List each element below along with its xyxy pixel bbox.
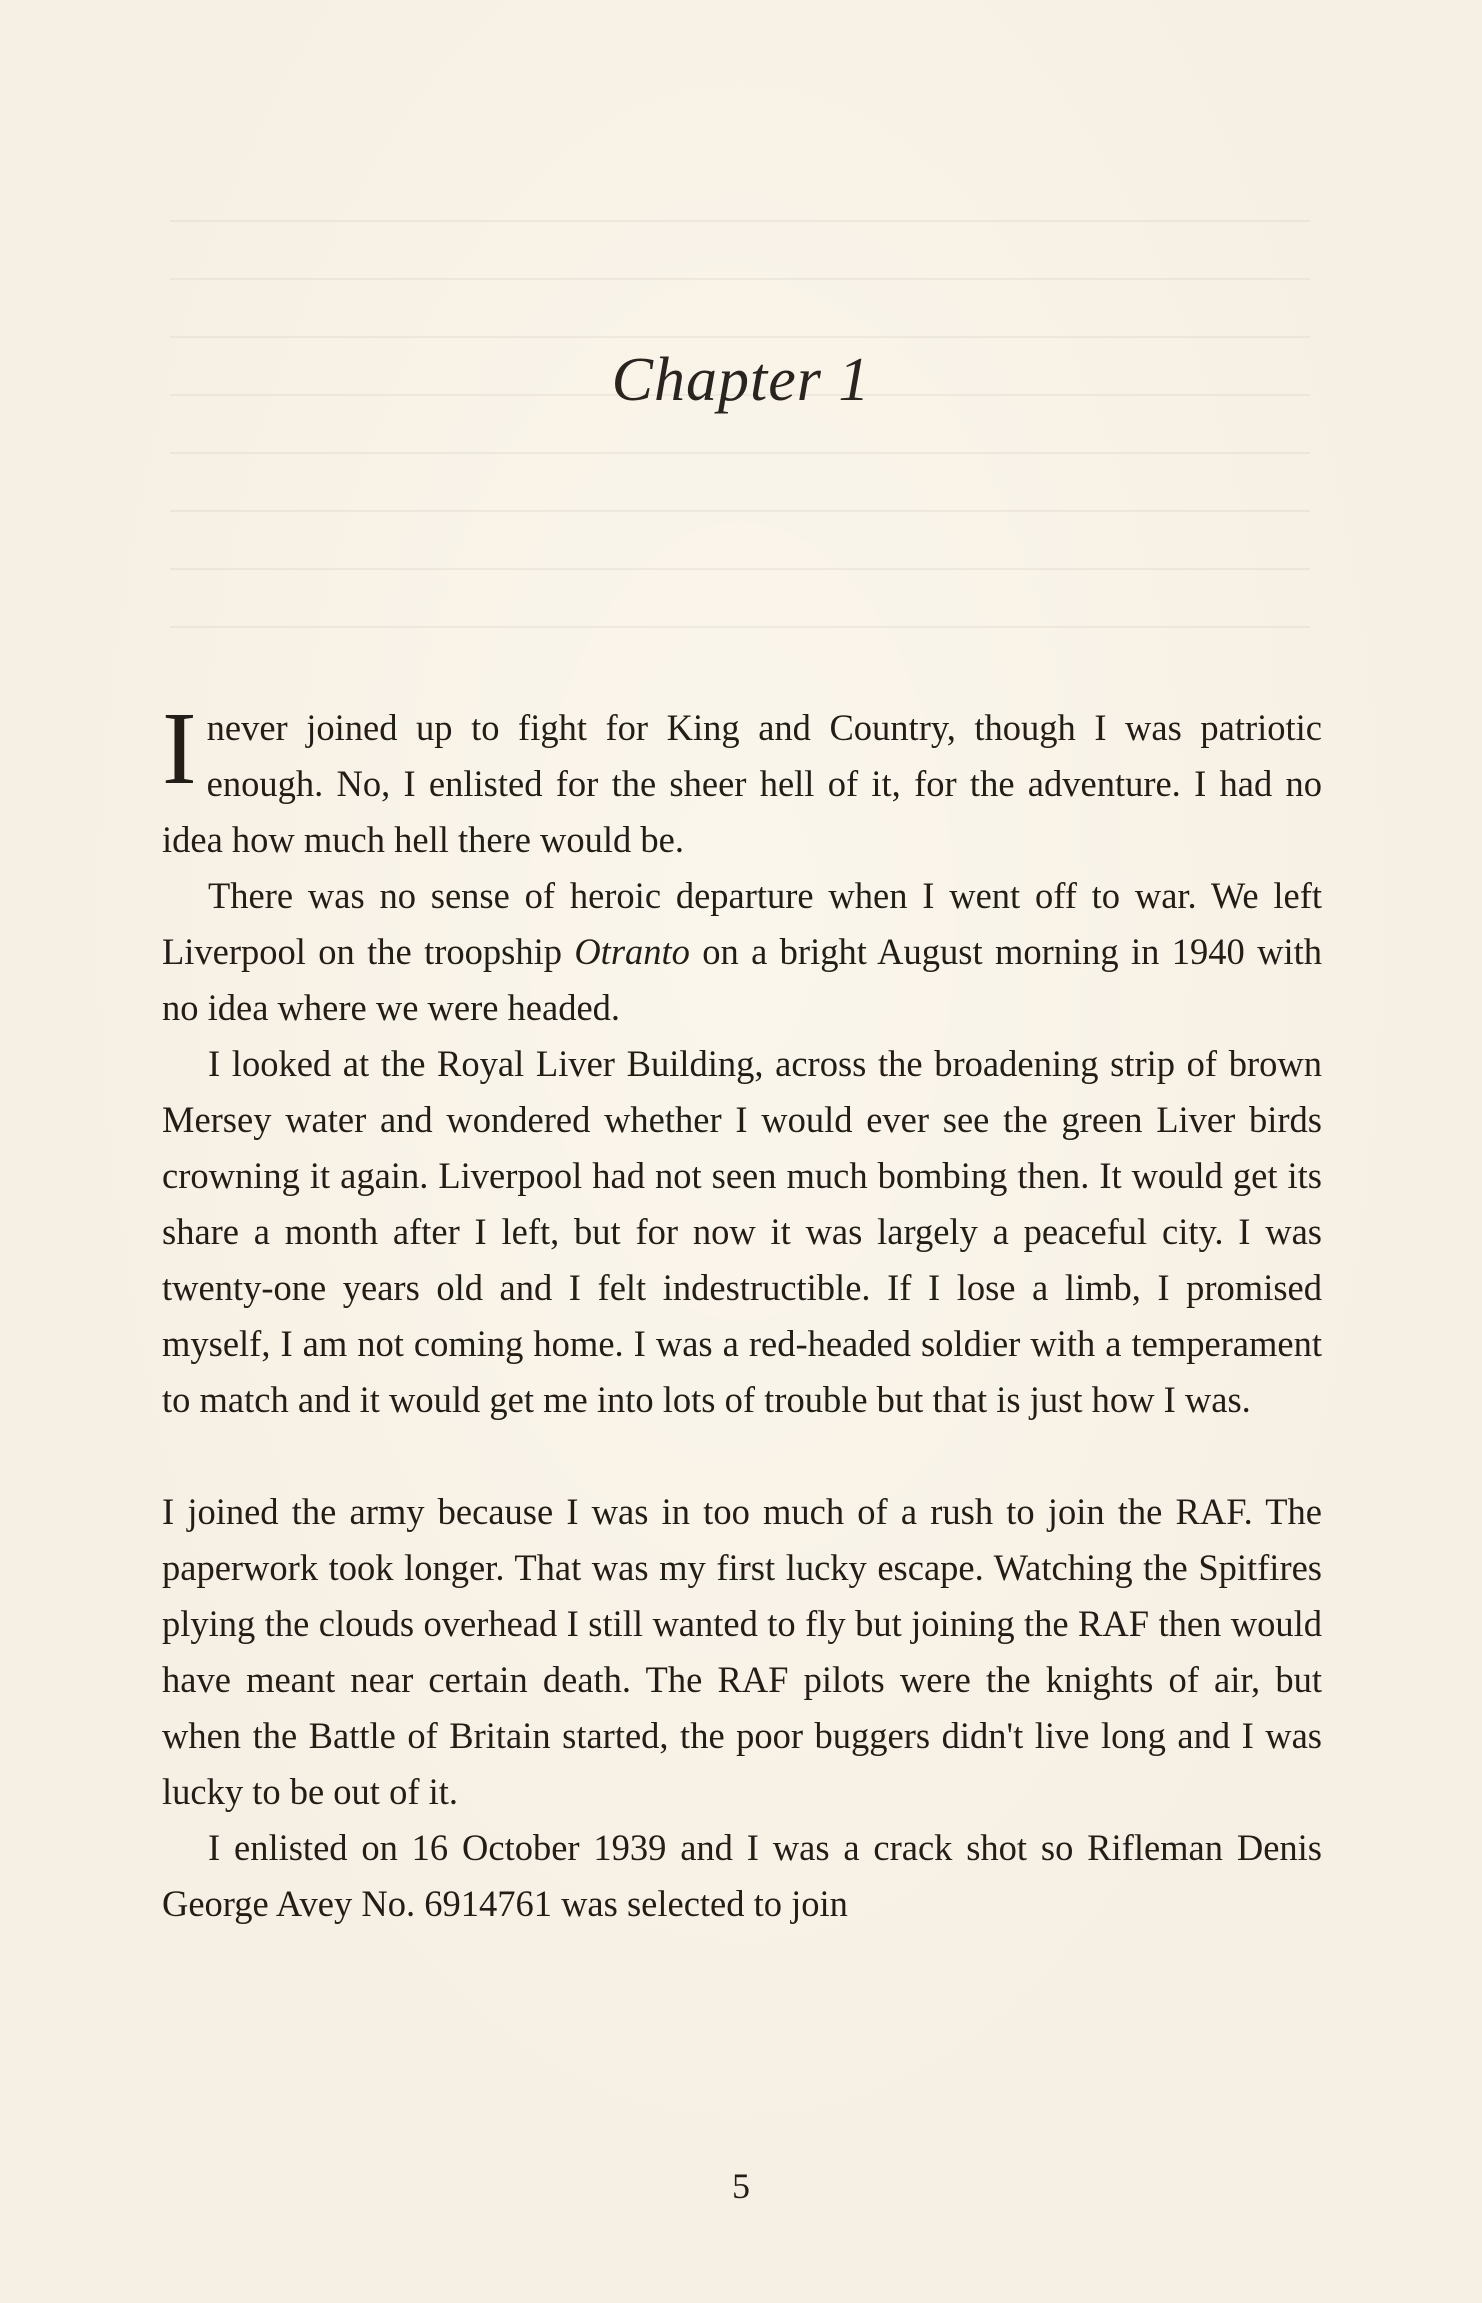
paragraph-4: I joined the army because I was in too much of a rush to join the RAF. The paperwork took longer. That was my first lucky escape. Watching the Spitfires plying the clouds overhead I still wanted to fly but joining the RAF then would have meant near certain death. The RAF pilots were the knights of air, but when the Battle of Britain started, the poor buggers didn't live long and I was lucky to be out of it. bbox=[162, 1491, 1322, 1812]
paragraph-5: I enlisted on 16 October 1939 and I was a crack shot so Rifleman Denis George Avey No. 6914761 was selected to join bbox=[162, 1827, 1322, 1924]
drop-cap: I bbox=[162, 691, 197, 806]
show-through-line bbox=[170, 278, 1310, 280]
paragraph-2 bbox=[162, 868, 1322, 1036]
show-through-line bbox=[170, 510, 1310, 512]
page-number: 5 bbox=[732, 2166, 750, 2206]
section-break bbox=[162, 1428, 1322, 1484]
show-through-line bbox=[170, 220, 1310, 222]
paragraph-2-text-start: There was no sense of heroic departure when I went off to war. We left Liverpool on the troopship bbox=[162, 875, 1322, 972]
show-through-line bbox=[170, 568, 1310, 570]
ship-name: Otranto bbox=[574, 931, 690, 972]
show-through-line bbox=[170, 336, 1310, 338]
paragraph-1-text: never joined up to fight for King and Country, though I was patriotic enough. No, I enlisted for the sheer hell of it, for the adventure. I had no idea how much hell there would be. bbox=[162, 707, 1322, 860]
show-through-line bbox=[170, 626, 1310, 628]
chapter-title: Chapter 1 bbox=[611, 346, 871, 414]
paragraph-2-text-end: on a bright August morning in 1940 with no idea where we were headed. bbox=[162, 931, 1322, 1028]
body-text bbox=[162, 691, 1322, 1932]
paragraph-1 bbox=[162, 691, 1322, 868]
paragraph-3: I looked at the Royal Liver Building, across the broadening strip of brown Mersey water and wondered whether I would ever see the green Liver birds crowning it again. Liverpool had not seen much bombing then. It would get its share a month after I left, but for now it was largely a peaceful city. I was twenty-one years old and I felt indestructible. If I lose a limb, I promised myself, I am not coming home. I was a red-headed soldier with a temperament to match and it would get me into lots of trouble but that is just how I was. bbox=[162, 1043, 1322, 1420]
show-through-line bbox=[170, 452, 1310, 454]
